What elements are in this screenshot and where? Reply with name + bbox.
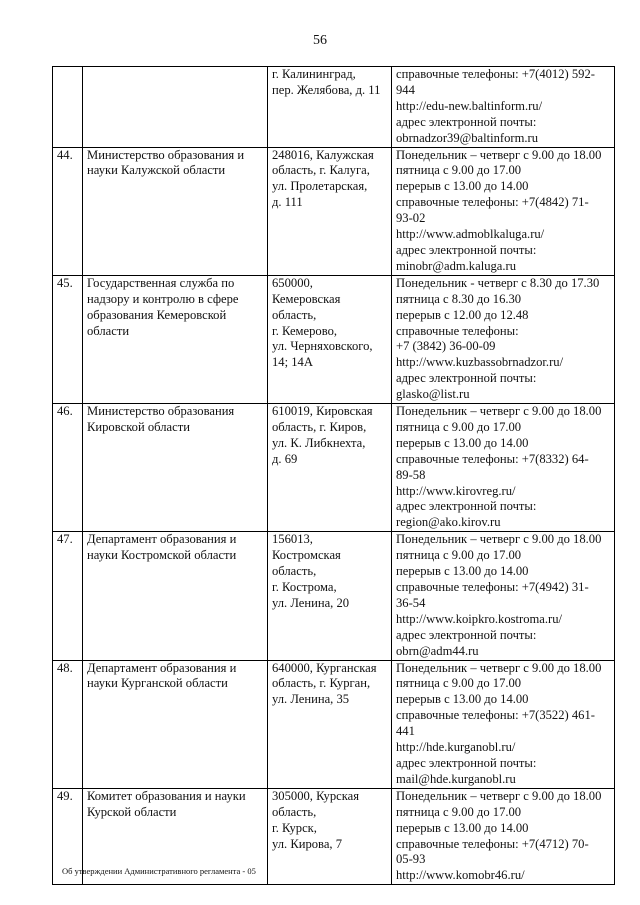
contact-line: 93-02 <box>396 211 426 226</box>
contact-line: Понедельник – четверг с 9.00 до 18.00 <box>396 660 602 675</box>
authority-address <box>268 275 392 403</box>
address-line: 156013, <box>272 532 313 547</box>
contact-line: адрес электронной почты: <box>396 114 537 129</box>
contact-line: Понедельник – четверг с 9.00 до 18.00 <box>396 788 602 803</box>
contact-line: mail@hde.kurganobl.ru <box>396 771 516 786</box>
contact-line: http://www.koipkro.kostroma.ru/ <box>396 611 563 626</box>
authority-address <box>268 147 392 275</box>
row-number: 46. <box>53 404 83 532</box>
document-footer: Об утверждении Административного регламента - 05 <box>62 866 256 876</box>
address-line: область, г. Калуга, <box>272 163 370 178</box>
authority-contacts <box>392 660 615 788</box>
contact-line: region@ako.kirov.ru <box>396 515 501 530</box>
address-line: область, г. Киров, <box>272 419 367 434</box>
contact-line: obrnadzor39@baltinform.ru <box>396 130 539 145</box>
address-line: ул. Ленина, 35 <box>272 692 350 707</box>
row-number: 48. <box>53 660 83 788</box>
authority-contacts <box>392 788 615 884</box>
contact-line: справочные телефоны: +7(4942) 31- <box>396 580 589 594</box>
contact-line: obrn@adm44.ru <box>396 643 479 658</box>
address-line: ул. Пролетарская, <box>272 179 368 194</box>
contact-line: пятница с 9.00 до 17.00 <box>396 676 522 691</box>
row-number: 45. <box>53 275 83 403</box>
address-line: область, <box>272 564 317 579</box>
row-number: 49. <box>53 788 83 884</box>
contact-line: справочные телефоны: +7(4712) 70- <box>396 836 589 851</box>
contact-line: перерыв с 13.00 до 14.00 <box>396 179 529 194</box>
contact-line: пятница с 8.30 до 16.30 <box>396 291 522 306</box>
authority-address <box>268 660 392 788</box>
authority-address <box>268 532 392 660</box>
contact-line: пятница с 9.00 до 17.00 <box>396 548 522 563</box>
contact-line: справочные телефоны: +7(4842) 71- <box>396 195 589 210</box>
address-line: область, <box>272 307 317 322</box>
address-line: 650000, <box>272 275 313 290</box>
authority-name: Департамент образования и науки Курганской области <box>83 660 268 788</box>
address-line: пер. Желябова, д. 11 <box>272 82 381 97</box>
contact-line: http://www.kuzbassobrnadzor.ru/ <box>396 355 564 370</box>
address-line: г. Калининград, <box>272 67 356 81</box>
contact-line: 89-58 <box>396 467 426 482</box>
authority-name <box>83 67 268 148</box>
authority-contacts <box>392 532 615 660</box>
table-row <box>53 275 615 403</box>
contact-line: http://www.komobr46.ru/ <box>396 868 525 883</box>
contact-line: справочные телефоны: +7(4012) 592- <box>396 67 595 81</box>
contact-line: адрес электронной почты: <box>396 371 537 386</box>
row-number <box>53 67 83 148</box>
contact-line: 05-93 <box>396 852 426 867</box>
contact-line: glasko@list.ru <box>396 387 470 402</box>
authority-contacts <box>392 404 615 532</box>
authority-contacts <box>392 147 615 275</box>
contact-line: http://hde.kurganobl.ru/ <box>396 740 516 755</box>
contact-line: http://www.kirovreg.ru/ <box>396 483 516 498</box>
address-line: д. 111 <box>272 195 303 210</box>
contact-line: +7 (3842) 36-00-09 <box>396 339 496 354</box>
contact-line: http://www.admoblkaluga.ru/ <box>396 227 545 242</box>
contact-line: Понедельник – четверг с 9.00 до 18.00 <box>396 404 602 419</box>
authority-name: Министерство образования и науки Калужской области <box>83 147 268 275</box>
table-row <box>53 67 615 148</box>
table-row <box>53 147 615 275</box>
address-line: область, г. Курган, <box>272 676 371 691</box>
address-line: 14; 14А <box>272 355 313 370</box>
contact-line: Понедельник – четверг с 9.00 до 18.00 <box>396 532 602 547</box>
table-row <box>53 404 615 532</box>
contact-line: перерыв с 13.00 до 14.00 <box>396 564 529 579</box>
address-line: Кемеровская <box>272 291 341 306</box>
authority-address <box>268 404 392 532</box>
contact-line: перерыв с 13.00 до 14.00 <box>396 820 529 835</box>
contact-line: перерыв с 12.00 до 12.48 <box>396 307 529 322</box>
table-row <box>53 660 615 788</box>
authority-name: Министерство образования Кировской области <box>83 404 268 532</box>
authority-contacts <box>392 67 615 148</box>
address-line: 305000, Курская <box>272 788 360 803</box>
contact-line: справочные телефоны: <box>396 323 519 338</box>
education-authorities-table <box>52 66 615 885</box>
contact-line: перерыв с 13.00 до 14.00 <box>396 435 529 450</box>
address-line: г. Кемерово, <box>272 323 338 338</box>
address-line: г. Кострома, <box>272 580 337 594</box>
contact-line: Понедельник - четверг с 8.30 до 17.30 <box>396 275 600 290</box>
address-line: 248016, Калужская <box>272 147 374 162</box>
contact-line: пятница с 9.00 до 17.00 <box>396 419 522 434</box>
page-number: 56 <box>313 33 327 48</box>
contact-line: перерыв с 13.00 до 14.00 <box>396 692 529 707</box>
authority-address <box>268 67 392 148</box>
contact-line: адрес электронной почты: <box>396 627 537 642</box>
address-line: ул. К. Либкнехта, <box>272 435 366 450</box>
contact-line: адрес электронной почты: <box>396 499 537 514</box>
address-line: ул. Кирова, 7 <box>272 836 343 851</box>
address-line: ул. Ленина, 20 <box>272 595 350 610</box>
row-number: 47. <box>53 532 83 660</box>
address-line: область, <box>272 804 317 819</box>
contact-line: http://edu-new.baltinform.ru/ <box>396 98 543 113</box>
contact-line: адрес электронной почты: <box>396 242 537 257</box>
authority-contacts <box>392 275 615 403</box>
row-number: 44. <box>53 147 83 275</box>
address-line: г. Курск, <box>272 820 317 835</box>
contact-line: minobr@adm.kaluga.ru <box>396 258 517 273</box>
table-body <box>53 67 615 885</box>
address-line: 640000, Курганская <box>272 660 377 675</box>
authority-name: Департамент образования и науки Костромской области <box>83 532 268 660</box>
authority-name: Государственная служба по надзору и контролю в сфере образования Кемеровской области <box>83 275 268 403</box>
address-line: Костромская <box>272 548 341 563</box>
contact-line: пятница с 9.00 до 17.00 <box>396 163 522 178</box>
address-line: д. 69 <box>272 451 298 466</box>
contact-line: пятница с 9.00 до 17.00 <box>396 804 522 819</box>
address-line: ул. Черняховского, <box>272 339 373 354</box>
contact-line: 944 <box>396 82 415 97</box>
address-line: 610019, Кировская <box>272 404 373 419</box>
contact-line: 441 <box>396 724 415 739</box>
contact-line: справочные телефоны: +7(3522) 461- <box>396 708 595 723</box>
contact-line: справочные телефоны: +7(8332) 64- <box>396 451 589 466</box>
contact-line: Понедельник – четверг с 9.00 до 18.00 <box>396 147 602 162</box>
contact-line: адрес электронной почты: <box>396 755 537 770</box>
table-row <box>53 532 615 660</box>
contact-line: 36-54 <box>396 595 426 610</box>
authority-name: Комитет образования и науки Курской области <box>83 788 268 884</box>
authority-address <box>268 788 392 884</box>
